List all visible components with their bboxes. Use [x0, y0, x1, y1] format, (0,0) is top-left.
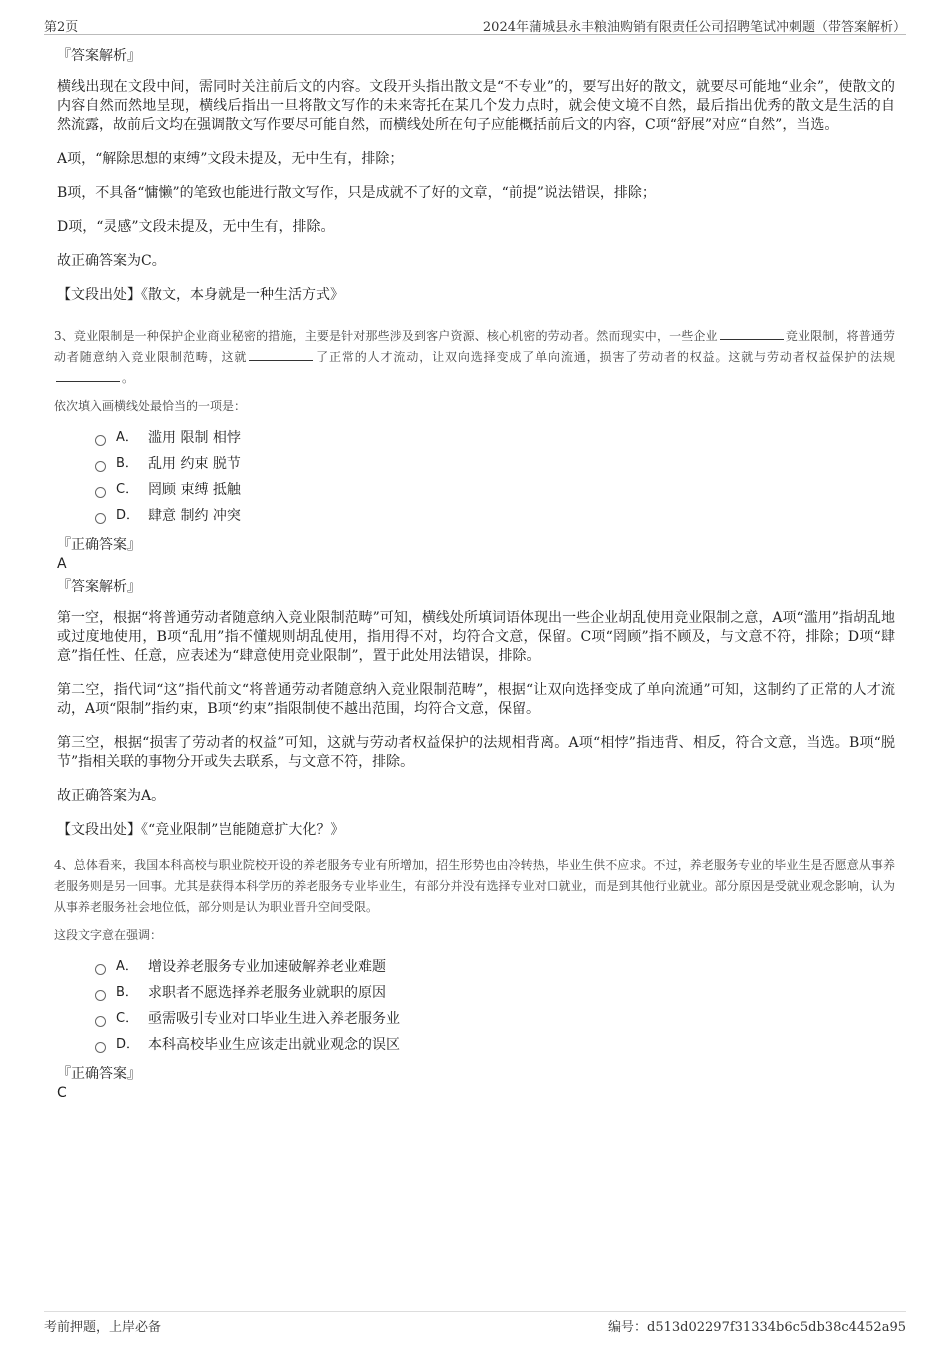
q3-option-c[interactable]: C． 罔顾 束缚 抵触	[95, 477, 895, 503]
radio-icon[interactable]	[95, 1016, 106, 1027]
q4-option-c[interactable]: C． 亟需吸引专业对口毕业生进入养老服务业	[95, 1006, 895, 1032]
q4-option-b[interactable]: B． 求职者不愿选择养老服务业就职的原因	[95, 980, 895, 1006]
q3-analysis-paragraph: 第二空，指代词“这”指代前文“将普通劳动者随意纳入竞业限制范畴”，根据“让双向选择变成了单向流通”可知，这制约了正常的人才流动，A项“限制”指约束，B项“约束”指限制使不越出范围，均符合文意，保留。	[57, 682, 895, 717]
q3-options	[95, 425, 895, 529]
q2-analysis-paragraph: 横线出现在文段中间，需同时关注前后文的内容。文段开头指出散文是“不专业”的，要写出好的散文，就要尽可能地“业余”，使散文的内容自然而然地呈现，横线后指出一旦将散文写作的未来寄托在某几个发力点时，就会使文境不自然，最后指出优秀的散文是生活的自然流露，故前后文均在强调散文写作要尽可能自然，而横线处所在句子应能概括前后文的内容，C项“舒展”对应“自然”，当选。	[57, 79, 895, 133]
q3-source: 【文段出处】《“竞业限制”岂能随意扩大化？》	[57, 822, 345, 838]
radio-icon[interactable]	[95, 964, 106, 975]
q2-conclusion: 故正确答案为C。	[57, 253, 166, 269]
q4-option-a[interactable]: A． 增设养老服务专业加速破解养老业难题	[95, 954, 895, 980]
blank-line	[56, 369, 120, 382]
blank-line	[720, 327, 784, 340]
q2-analysis-paragraph: A项，“解除思想的束缚”文段未提及，无中生有，排除；	[57, 151, 404, 167]
q3-conclusion: 故正确答案为A。	[57, 788, 166, 804]
q2-analysis-paragraph: D项，“灵感”文段未提及，无中生有，排除。	[57, 219, 335, 235]
q3-analysis-paragraph: 第一空，根据“将普通劳动者随意纳入竞业限制范畴”可知，横线处所填词语体现出一些企业胡乱使用竞业限制之意，A项“滥用”指胡乱地或过度地使用，B项“乱用”指不懂规则胡乱使用，指用得不对，均符合文意，保留。C项“罔顾”指不顾及，与文意不符，排除；D项“肆意”指任性、任意，应表述为“肆意使用竞业限制”，置于此处用法错误，排除。	[57, 610, 895, 664]
q4-answer-label: 『正确答案』	[57, 1066, 141, 1082]
page-header	[44, 14, 906, 35]
radio-icon[interactable]	[95, 487, 106, 498]
q4-options	[95, 954, 895, 1058]
radio-icon[interactable]	[95, 461, 106, 472]
q3-option-d[interactable]: D． 肆意 制约 冲突	[95, 503, 895, 529]
q2-source: 【文段出处】《散文，本身就是一种生活方式》	[57, 287, 344, 303]
document-title: 2024年蒲城县永丰粮油购销有限责任公司招聘笔试冲刺题（带答案解析）	[482, 20, 906, 35]
q3-analysis-paragraph: 第三空，根据“损害了劳动者的权益”可知，这就与劳动者权益保护的法规相背离。A项“相悖”指违背、相反，符合文意，当选。B项“脱节”指相关联的事物分开或失去联系，与文意不符，排除。	[57, 735, 895, 770]
radio-icon[interactable]	[95, 1042, 106, 1053]
radio-icon[interactable]	[95, 990, 106, 1001]
q3-answer: A	[57, 556, 67, 572]
q2-analysis-paragraph: B项，不具备“慵懒”的笔致也能进行散文写作，只是成就不了好的文章，“前提”说法错误，排除；	[57, 185, 656, 201]
q3-option-b[interactable]: B． 乱用 约束 脱节	[95, 451, 895, 477]
q3-answer-label: 『正确答案』	[57, 537, 141, 553]
page-number: 第2页	[44, 20, 79, 35]
page-content	[54, 46, 895, 1106]
radio-icon[interactable]	[95, 513, 106, 524]
q3-option-a[interactable]: A． 滥用 限制 相悖	[95, 425, 895, 451]
q3-analysis-label: 『答案解析』	[57, 579, 141, 595]
document-serial: 编号：d513d02297f31334b6c5db38c4452a95	[608, 1320, 906, 1335]
radio-icon[interactable]	[95, 435, 106, 446]
q4-option-d[interactable]: D． 本科高校毕业生应该走出就业观念的误区	[95, 1032, 895, 1058]
q4-prompt: 这段文字意在强调：	[54, 928, 163, 942]
q4-question-text: 4、总体看来，我国本科高校与职业院校开设的养老服务专业有所增加，招生形势也由冷转热，毕业生供不应求。不过，养老服务专业的毕业生是否愿意从事养老服务则是另一回事。尤其是获得本科学历的养老服务专业毕业生，有部分并没有选择专业对口就业，而是到其他行业就业。部分原因是受就业观念影响，认为从事养老服务社会地位低，部分则是认为职业晋升空间受限。	[54, 858, 895, 914]
blank-line	[249, 348, 313, 361]
q3-question-text: 3、竞业限制是一种保护企业商业秘密的措施，主要是针对那些涉及到客户资源、核心机密的劳动者。然而现实中，一些企业 竞业限制，将普通劳动者随意纳入竞业限制范畴，这就 了正常的人才流动，让双向选择变成了单向流通，损害了劳动者的权益。这就与劳动者权益保护的法规。	[54, 329, 895, 385]
q3-prompt: 依次填入画横线处最恰当的一项是：	[54, 399, 247, 413]
q4-answer: C	[57, 1085, 67, 1101]
page-footer	[44, 1311, 906, 1337]
footer-slogan: 考前押题，上岸必备	[44, 1320, 162, 1335]
q2-analysis-label: 『答案解析』	[57, 48, 141, 64]
